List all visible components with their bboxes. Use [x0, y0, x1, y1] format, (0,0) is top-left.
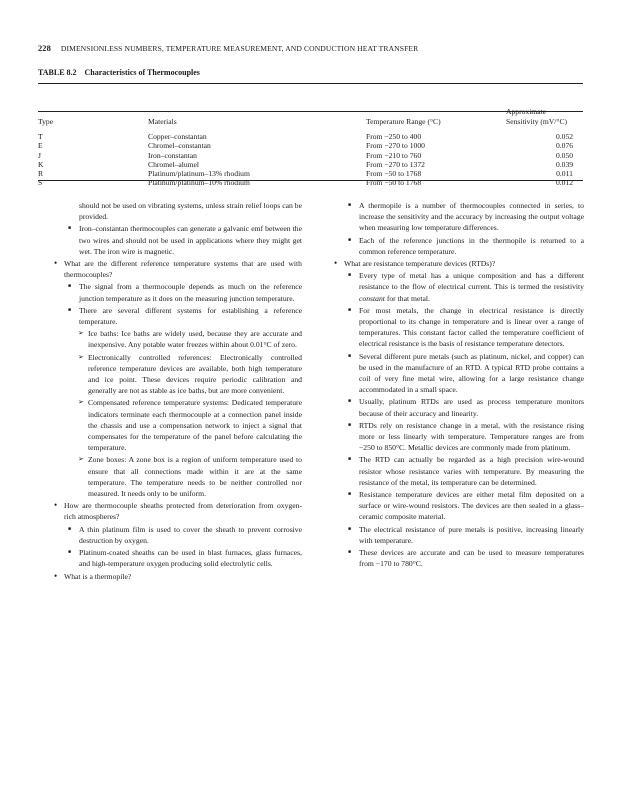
square-bullet-icon: ■: [348, 492, 352, 498]
bullet-item: [54, 524, 302, 546]
bullet-item: [334, 351, 584, 396]
cell-range: From −270 to 1372: [366, 159, 425, 169]
table-row: [38, 141, 583, 150]
cell-type: E: [38, 141, 43, 151]
bullet-item: [54, 223, 302, 257]
bullet-text: [359, 271, 584, 302]
sub-bullet-item: [54, 352, 302, 397]
table-row: [38, 169, 583, 178]
running-header: [38, 44, 583, 53]
cell-materials: Copper–constantan: [148, 132, 207, 141]
round-bullet-icon: •: [334, 258, 338, 269]
bullet-text: Resistance temperature devices are either metal film deposited on a surface or wire-wound resistors. The devices are then sealed in a glass–ceramic composite material.: [359, 490, 584, 522]
bullet-text: The RTD can actually be regarded as a high precision wire-wound resistor whose resistance varies with temperature. By measuring the resistance of the metal, its temperature can be determined.: [359, 455, 584, 487]
bullet-item: [334, 305, 584, 350]
bullet-item: [334, 547, 584, 569]
bullet-text: RTDs rely on resistance change in a metal, with the resistance rising more or less linearly with temperature. Temperature ranges are from −250 to 850°C. Metallic devices are commonly made from platinum.: [359, 420, 584, 453]
table-top-rule: [38, 83, 583, 84]
cell-sensitivity: 0.039: [555, 159, 574, 169]
sub-bullet-text: Compensated reference temperature systems: Dedicated temperature indicators terminate each thermocouple at a connection panel inside the chassis and use a compensation network to inject a signal that compensates for the temperature of the panel before calculating the temperature.: [88, 398, 302, 453]
cell-type: T: [38, 132, 43, 141]
sub-bullet-text: Ice baths: Ice baths are widely used, because they are accurate and inexpensive. Any potable water freezes within about 0.01°C of zero.: [88, 329, 302, 350]
table-header-row: [38, 96, 583, 126]
bullet-text: Each of the reference junctions in the thermopile is returned to a common reference temperature.: [359, 235, 584, 256]
question-item: [54, 571, 302, 582]
bullet-item: [334, 270, 584, 304]
sub-bullet-item: [54, 454, 302, 499]
bullet-text: For most metals, the change in electrical resistance is directly proportional to its change in temperature and is linear over a range of temperatures. This constant factor called the temperature coefficient of electrical resistance is the basis of resistance temperature detectors.: [359, 305, 584, 349]
col-header-sensitivity-line2: Sensitivity (mV/°C): [506, 116, 568, 126]
square-bullet-icon: ■: [68, 307, 72, 313]
bullet-item: [334, 524, 584, 546]
bullet-text: A thermopile is a number of thermocouples connected in series, to increase the sensitivity and the accuracy by increasing the output voltage when measuring low temperature differences.: [359, 201, 584, 233]
sub-bullet-item: [54, 397, 302, 453]
round-bullet-icon: •: [54, 258, 58, 269]
col-header-materials: Materials: [148, 116, 177, 126]
bullet-item: [54, 305, 302, 327]
cell-range: From −270 to 1000: [366, 141, 425, 151]
bullet-item: [334, 200, 584, 234]
page-number: 228: [38, 44, 51, 53]
continued-text: should not be used on vibrating systems, unless strain relief loops can be provided.: [79, 201, 302, 222]
bullet-text: Usually, platinum RTDs are used as process temperature monitors because of their accuracy and linearity.: [359, 397, 584, 418]
sub-bullet-text: Zone boxes: A zone box is a region of uniform temperature used to ensure that all connections made within it are at the same temperature. The temperature needs to be neither controlled nor measured. It needs only to be uniform.: [88, 455, 302, 499]
square-bullet-icon: ■: [348, 550, 352, 556]
square-bullet-icon: ■: [68, 284, 72, 290]
square-bullet-icon: ■: [348, 273, 352, 279]
cell-sensitivity: 0.052: [555, 132, 574, 141]
arrow-bullet-icon: ➢: [78, 398, 84, 407]
table-row: [38, 178, 583, 187]
left-column: [54, 200, 302, 582]
bullet-item: [334, 420, 584, 454]
cell-type: R: [38, 169, 44, 179]
bullet-text: Iron–constantan thermocouples can generate a galvanic emf between the two wires and should not be used in applications where they might get wet. The iron wire is magnetic.: [79, 224, 302, 256]
question-text: What are the different reference temperature systems that are used with thermocouples?: [64, 259, 302, 280]
table-row: [38, 126, 583, 141]
square-bullet-icon: ■: [348, 457, 352, 463]
cell-materials: Chromel–constantan: [148, 141, 211, 151]
bullet-text: The electrical resistance of pure metals is positive, increasing linearly with temperature.: [359, 524, 584, 545]
arrow-bullet-icon: ➢: [78, 352, 84, 361]
square-bullet-icon: ■: [348, 203, 352, 208]
resistivity-text-pre: Every type of metal has a unique composition and has a different resistance to the flow of electrical current. This is termed the resistivity: [359, 271, 584, 292]
question-text: What is a thermopile?: [64, 571, 132, 581]
bullet-item: [334, 454, 584, 488]
square-bullet-icon: ■: [348, 237, 352, 243]
question-text: How are thermocouple sheaths protected from deterioration from oxygen-rich atmospheres?: [64, 501, 302, 522]
square-bullet-icon: ■: [348, 307, 352, 313]
bullet-item: [334, 396, 584, 418]
bullet-text: The signal from a thermocouple depends as much on the reference junction temperature as it does on the measuring junction temperature.: [79, 282, 302, 303]
cell-materials: Platinum/platinum–10% rhodium: [148, 178, 250, 188]
cell-range: From −210 to 760: [366, 150, 422, 160]
round-bullet-icon: •: [54, 500, 58, 511]
col-header-range: Temperature Range (°C): [366, 116, 441, 126]
cell-type: K: [38, 159, 44, 169]
round-bullet-icon: •: [54, 570, 58, 581]
cell-type: S: [38, 178, 43, 188]
question-item: [54, 500, 302, 522]
square-bullet-icon: ■: [68, 550, 72, 556]
bullet-text: There are several different systems for establishing a reference temperature.: [79, 305, 302, 327]
arrow-bullet-icon: ➢: [78, 455, 84, 464]
cell-range: From −50 to 1768: [366, 178, 422, 188]
cell-range: From −50 to 1768: [366, 169, 422, 179]
square-bullet-icon: ■: [348, 422, 352, 428]
bullet-item: [334, 235, 584, 257]
bullet-text: A thin platinum film is used to cover the sheath to prevent corrosive destruction by oxygen.: [79, 524, 302, 545]
square-bullet-icon: ■: [68, 526, 72, 532]
cell-materials: Iron–constantan: [148, 150, 197, 160]
sub-bullet-item: [54, 328, 302, 350]
resistivity-emphasis: constant: [359, 293, 385, 303]
right-column: [334, 200, 584, 570]
col-header-type: Type: [38, 116, 54, 126]
bullet-text: Several different pure metals (such as platinum, nickel, and copper) can be used in the manufacture of an RTD. A typical RTD probe contains a coil of very fine metal wire, allowing for a large resistance change accommodated in a small space.: [359, 351, 584, 395]
bullet-item: [54, 281, 302, 303]
square-bullet-icon: ■: [68, 226, 72, 232]
sub-bullet-text: Electronically controlled references: Electronically controlled reference temperature devices are available, both high temperature and ice point. These devices require periodic calibration and generally are not as stable as ice baths, but are more convenient.: [88, 352, 302, 396]
square-bullet-icon: ■: [348, 526, 352, 532]
arrow-bullet-icon: ➢: [78, 329, 84, 338]
cell-materials: Platinum/platinum–13% rhodium: [148, 169, 250, 179]
bullet-item: [54, 547, 302, 569]
table-row: [38, 160, 583, 169]
table-title: Characteristics of Thermocouples: [84, 68, 200, 77]
cell-range: From −250 to 400: [366, 132, 422, 141]
bullet-text: Platinum-coated sheaths can be used in blast furnaces, glass furnaces, and high-temperature oxygen producing solid electrolytic cells.: [79, 548, 302, 569]
cell-sensitivity: 0.011: [556, 169, 573, 179]
running-title: DIMENSIONLESS NUMBERS, TEMPERATURE MEASUREMENT, AND CONDUCTION HEAT TRANSFER: [60, 44, 419, 53]
bullet-text: These devices are accurate and can be used to measure temperatures from −170 to 780°C.: [359, 548, 584, 569]
table-caption: [38, 68, 200, 77]
resistivity-text-post: for that metal.: [384, 293, 430, 303]
col-header-sensitivity: [506, 96, 583, 126]
cell-sensitivity: 0.076: [555, 141, 574, 151]
question-item: [54, 258, 302, 280]
thermocouple-table: [38, 96, 583, 188]
cell-sensitivity: 0.012: [555, 178, 574, 188]
col-header-sensitivity-line1: Approximate: [506, 107, 547, 117]
question-item: [334, 258, 584, 269]
cell-materials: Chromel–alumel: [148, 159, 200, 169]
table-row: [38, 151, 583, 160]
square-bullet-icon: ■: [348, 399, 352, 405]
cell-type: J: [38, 150, 41, 160]
question-text: What are resistance temperature devices (RTDs)?: [344, 259, 496, 269]
cell-sensitivity: 0.050: [555, 150, 574, 160]
square-bullet-icon: ■: [348, 353, 352, 359]
table-label: TABLE 8.2: [38, 68, 77, 77]
bullet-item: [334, 489, 584, 523]
